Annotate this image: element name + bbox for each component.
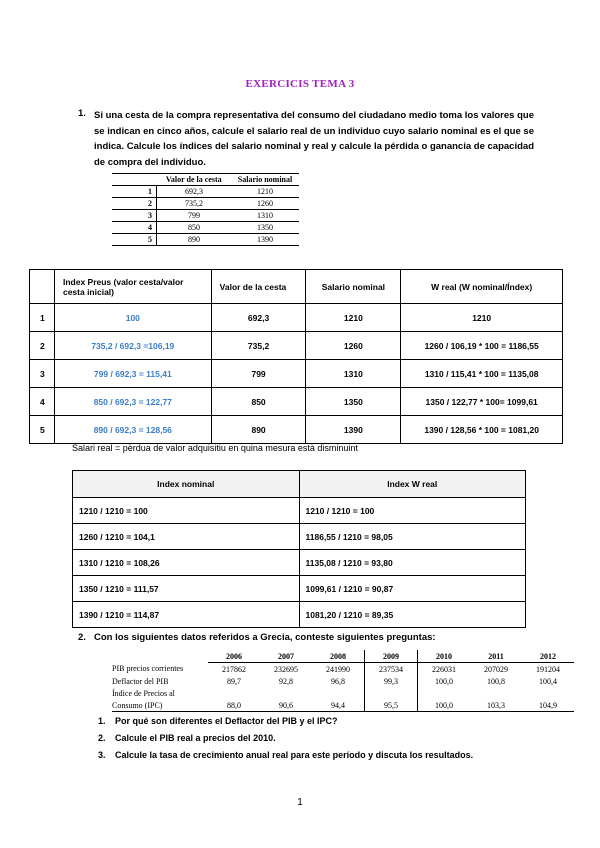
table-cell: 799 / 692,3 = 115,41 [54,360,211,388]
table-cell: 1210 / 1210 = 100 [73,498,300,524]
sub-question [98,716,338,726]
table-cell: 1390 [306,416,401,444]
year-header: 2006 [208,650,260,663]
table-cell: 1 [30,304,55,332]
table-cell: 1 [112,186,157,198]
sub-question-number: 3. [98,750,106,760]
table-cell: 2 [112,198,157,210]
basket-salary-table [112,173,299,246]
table-header: W real (W nominal/Índex) [401,270,563,304]
table-header [112,174,157,186]
table-cell: 100,0 [418,699,471,712]
year-header: 2010 [418,650,471,663]
table-row [112,210,299,222]
sub-question-text: Calcule la tasa de crecimiento anual real para este período y discuta los resultados. [115,750,474,760]
table-header: Salario nominal [306,270,401,304]
table-cell: 99,3 [365,675,418,687]
table-cell: 104,9 [522,699,574,712]
table-cell: 850 [157,222,232,234]
table-cell: 88,0 [208,699,260,712]
table-cell: 1390 / 1210 = 114,87 [73,602,300,628]
table-cell: 232695 [274,664,298,674]
table-cell: 850 / 692,3 = 122,77 [54,388,211,416]
table-row [112,699,574,712]
table-cell: 890 [157,234,232,246]
year-header: 2008 [312,650,365,663]
sub-question [98,733,276,743]
table-cell: 735,2 [157,198,232,210]
table-cell: 100,0 [435,676,453,686]
sub-question-number: 1. [98,716,106,726]
sub-question-number: 2. [98,733,106,743]
table-cell: 191204 [536,664,560,674]
table-row [112,687,574,699]
question-1-number: 1. [78,108,86,119]
year-header: 2009 [365,650,418,663]
table-header-row [73,471,526,498]
table-cell: 217862 [222,664,246,674]
table-cell: 1390 [231,234,299,246]
table-cell: 1310 / 115,41 * 100 = 1135,08 [401,360,563,388]
table-cell: 890 [211,416,306,444]
table-cell: 1210 [231,186,299,198]
sub-question [98,750,473,760]
row-label: Índice de Precios al [112,688,175,698]
table-header: Valor de la cesta [157,174,232,186]
greece-data-table [112,650,574,712]
table-row [73,498,526,524]
table-cell: 100,4 [539,676,557,686]
table-cell: 96,8 [331,676,345,686]
table-header: Index Preus (valor cesta/valor cesta inicial) [54,270,211,304]
table-row [73,602,526,628]
table-cell: 1260 / 106,19 * 100 = 1186,55 [401,332,563,360]
table-cell: 1210 [306,304,401,332]
table-cell: 207029 [484,664,508,674]
year-header: 2011 [470,650,522,663]
table-cell: 90,6 [260,699,312,712]
real-wage-table [29,269,563,444]
table-cell: 799 [211,360,306,388]
table-cell: 3 [112,210,157,222]
page-number: 1 [297,797,303,808]
table-row [112,675,574,687]
table-row [30,304,563,332]
table-cell: 1350 [231,222,299,234]
question-1-text: Si una cesta de la compra representativa del consumo del ciudadano medio toma los valores que se indican en cinco años, calcule el salario real de un individuo cuyo salario nominal es el que se indica. Calcule los índices del salario nominal y real y calcule la pérdida o ganancia de capacidad de compra del individuo. [94,110,534,168]
table-cell: 241990 [326,664,350,674]
table-cell: 5 [112,234,157,246]
table-cell: 2 [30,332,55,360]
table-cell: 100,8 [487,676,505,686]
table-cell: 94,4 [312,699,365,712]
table-cell: 1310 / 1210 = 108,26 [73,550,300,576]
table-header: Valor de la cesta [211,270,306,304]
table-header-row [112,174,299,186]
table-cell: 226031 [432,664,456,674]
table-cell: 4 [30,388,55,416]
table-cell: 1260 [231,198,299,210]
table-cell: 1260 [306,332,401,360]
table-row [30,332,563,360]
table-cell: 1310 [306,360,401,388]
page-title: EXERCICIS TEMA 3 [245,78,355,90]
sub-question-text: Calcule el PIB real a precios del 2010. [115,733,276,743]
table-row [112,234,299,246]
index-table [72,470,526,628]
table-cell: 1390 / 128,56 * 100 = 1081,20 [401,416,563,444]
table-cell: 1350 / 1210 = 111,57 [73,576,300,602]
table-cell: 92,8 [279,676,293,686]
question-2-text: Con los siguientes datos referidos a Grecia, conteste siguientes preguntas: [94,632,436,643]
table-row [73,576,526,602]
table-cell: 735,2 [211,332,306,360]
table-row [30,360,563,388]
question-2-number: 2. [78,632,86,643]
table-cell: 1350 [306,388,401,416]
table-cell: 692,3 [157,186,232,198]
row-label: PIB precios corrientes [112,664,184,674]
row-label: Consumo (IPC) [112,699,208,712]
table-cell: 1099,61 / 1210 = 90,87 [299,576,526,602]
table-row [73,524,526,550]
table-row [112,186,299,198]
table-cell: 4 [112,222,157,234]
table-cell: 89,7 [227,676,241,686]
table-cell: 5 [30,416,55,444]
table-cell: 890 / 692,3 = 128,56 [54,416,211,444]
table-cell: 100 [54,304,211,332]
table-header: Index W real [299,471,526,498]
table-row [112,198,299,210]
row-label: Deflactor del PIB [112,676,169,686]
table-header [30,270,55,304]
table-cell: 3 [30,360,55,388]
sub-question-text: Por qué son diferentes el Deflactor del PIB y el IPC? [115,716,338,726]
table-row [73,550,526,576]
table-header-row [30,270,563,304]
table-header: Salario nominal [231,174,299,186]
table-cell: 1081,20 / 1210 = 89,35 [299,602,526,628]
table-cell: 692,3 [211,304,306,332]
table-cell: 103,3 [470,699,522,712]
table-cell: 237534 [365,663,418,676]
real-wage-note: Salari real = pèrdua de valor adquisitiu en quina mesura està disminuint [72,443,358,453]
year-header: 2012 [522,650,574,663]
table-row [112,222,299,234]
table-header-row [112,650,574,663]
table-row [112,663,574,676]
table-cell: 1210 [401,304,563,332]
table-cell: 735,2 / 692,3 =106,19 [54,332,211,360]
table-cell: 850 [211,388,306,416]
table-row [30,416,563,444]
table-cell: 799 [157,210,232,222]
table-cell: 1186,55 / 1210 = 98,05 [299,524,526,550]
year-header: 2007 [260,650,312,663]
table-cell: 1310 [231,210,299,222]
table-header: Index nominal [73,471,300,498]
table-cell: 1135,08 / 1210 = 93,80 [299,550,526,576]
table-cell: 1210 / 1210 = 100 [299,498,526,524]
table-cell: 1350 / 122,77 * 100= 1099,61 [401,388,563,416]
table-cell: 1260 / 1210 = 104,1 [73,524,300,550]
table-row [30,388,563,416]
table-cell: 95,5 [365,699,418,712]
